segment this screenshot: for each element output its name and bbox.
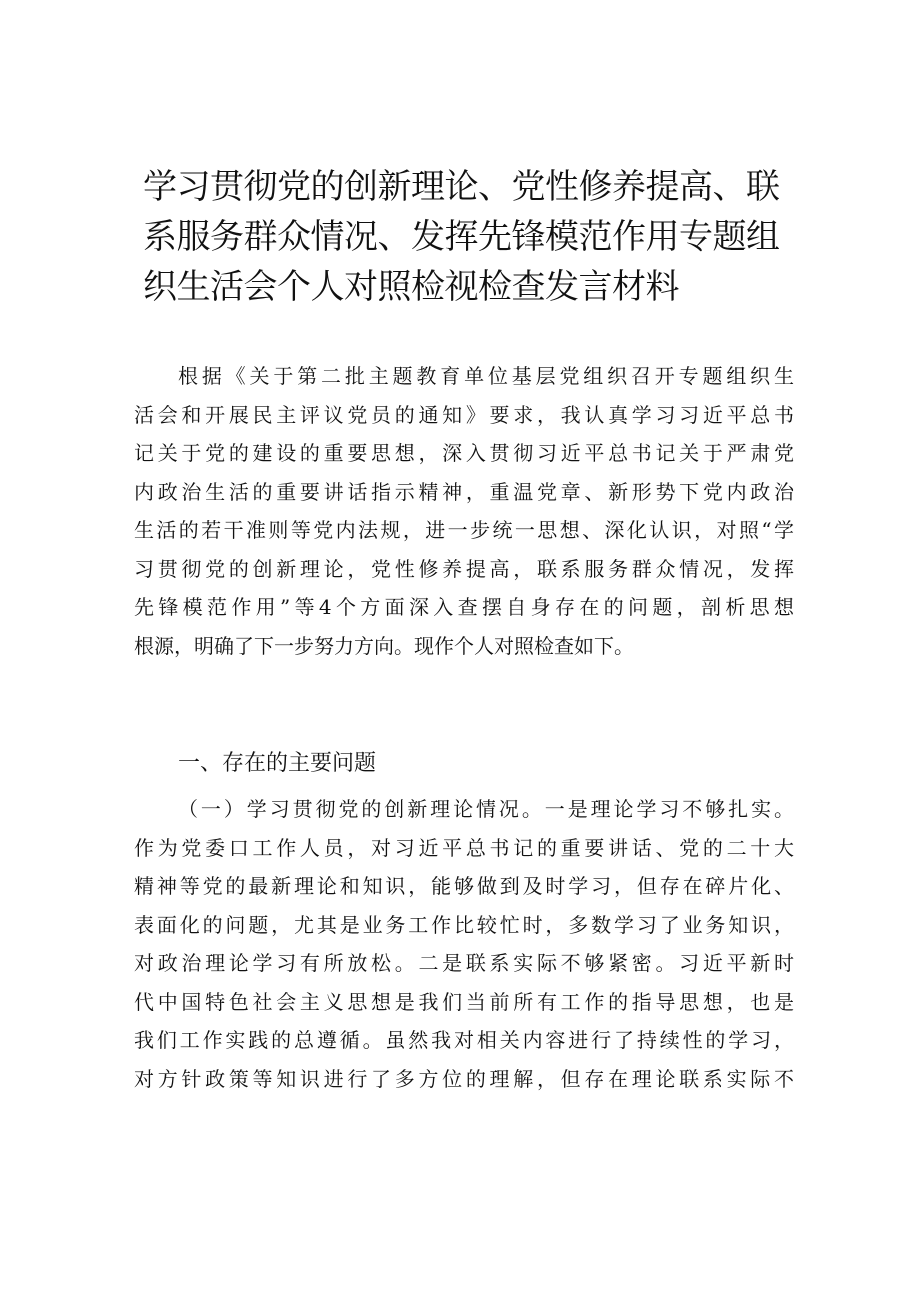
paragraph-line: 根源，明确了下一步努力方向。现作个人对照检查如下。 xyxy=(134,633,634,658)
paragraph-line: 记关于党的建设的重要思想，深入贯彻习近平总书记关于严肃党 xyxy=(134,441,794,465)
title-line: 织生活会个人对照检视检查发言材料 xyxy=(143,267,679,307)
document-title xyxy=(143,162,793,312)
paragraph-line: 先锋模范作用”等4个方面深入查摆自身存在的问题，剖析思想 xyxy=(134,595,794,619)
paragraph-line: （一）学习贯彻党的创新理论情况。一是理论学习不够扎实。 xyxy=(178,797,794,821)
section-paragraph xyxy=(134,790,794,1098)
section-heading: 一、存在的主要问题 xyxy=(178,751,377,776)
paragraph-line: 生活的若干准则等党内法规，进一步统一思想、深化认识，对照“学 xyxy=(134,518,794,542)
paragraph-line: 表面化的问题，尤其是业务工作比较忙时，多数学习了业务知识， xyxy=(134,912,794,937)
paragraph-line: 作为党委口工作人员，对习近平总书记的重要讲话、党的二十大 xyxy=(134,835,794,860)
paragraph-line: 精神等党的最新理论和知识，能够做到及时学习，但存在碎片化、 xyxy=(134,874,794,898)
paragraph-line: 内政治生活的重要讲话指示精神，重温党章、新形势下党内政治 xyxy=(134,479,794,504)
paragraph-line: 活会和开展民主评议党员的通知》要求，我认真学习习近平总书 xyxy=(134,402,794,427)
title-line: 系服务群众情况、发挥先锋模范作用专题组 xyxy=(143,217,780,257)
paragraph-line: 我们工作实践的总遵循。虽然我对相关内容进行了持续性的学习， xyxy=(134,1028,794,1052)
paragraph-line: 对方针政策等知识进行了多方位的理解，但存在理论联系实际不 xyxy=(134,1066,794,1091)
paragraph-line: 代中国特色社会主义思想是我们当前所有工作的指导思想，也是 xyxy=(134,989,794,1014)
paragraph-line: 对政治理论学习有所放松。二是联系实际不够紧密。习近平新时 xyxy=(134,951,794,975)
paragraph-line: 根据《关于第二批主题教育单位基层党组织召开专题组织生 xyxy=(178,364,794,388)
intro-paragraph xyxy=(134,357,794,665)
title-line: 学习贯彻党的创新理论、党性修养提高、联 xyxy=(143,167,780,207)
paragraph-line: 习贯彻党的创新理论，党性修养提高，联系服务群众情况，发挥 xyxy=(134,556,794,581)
